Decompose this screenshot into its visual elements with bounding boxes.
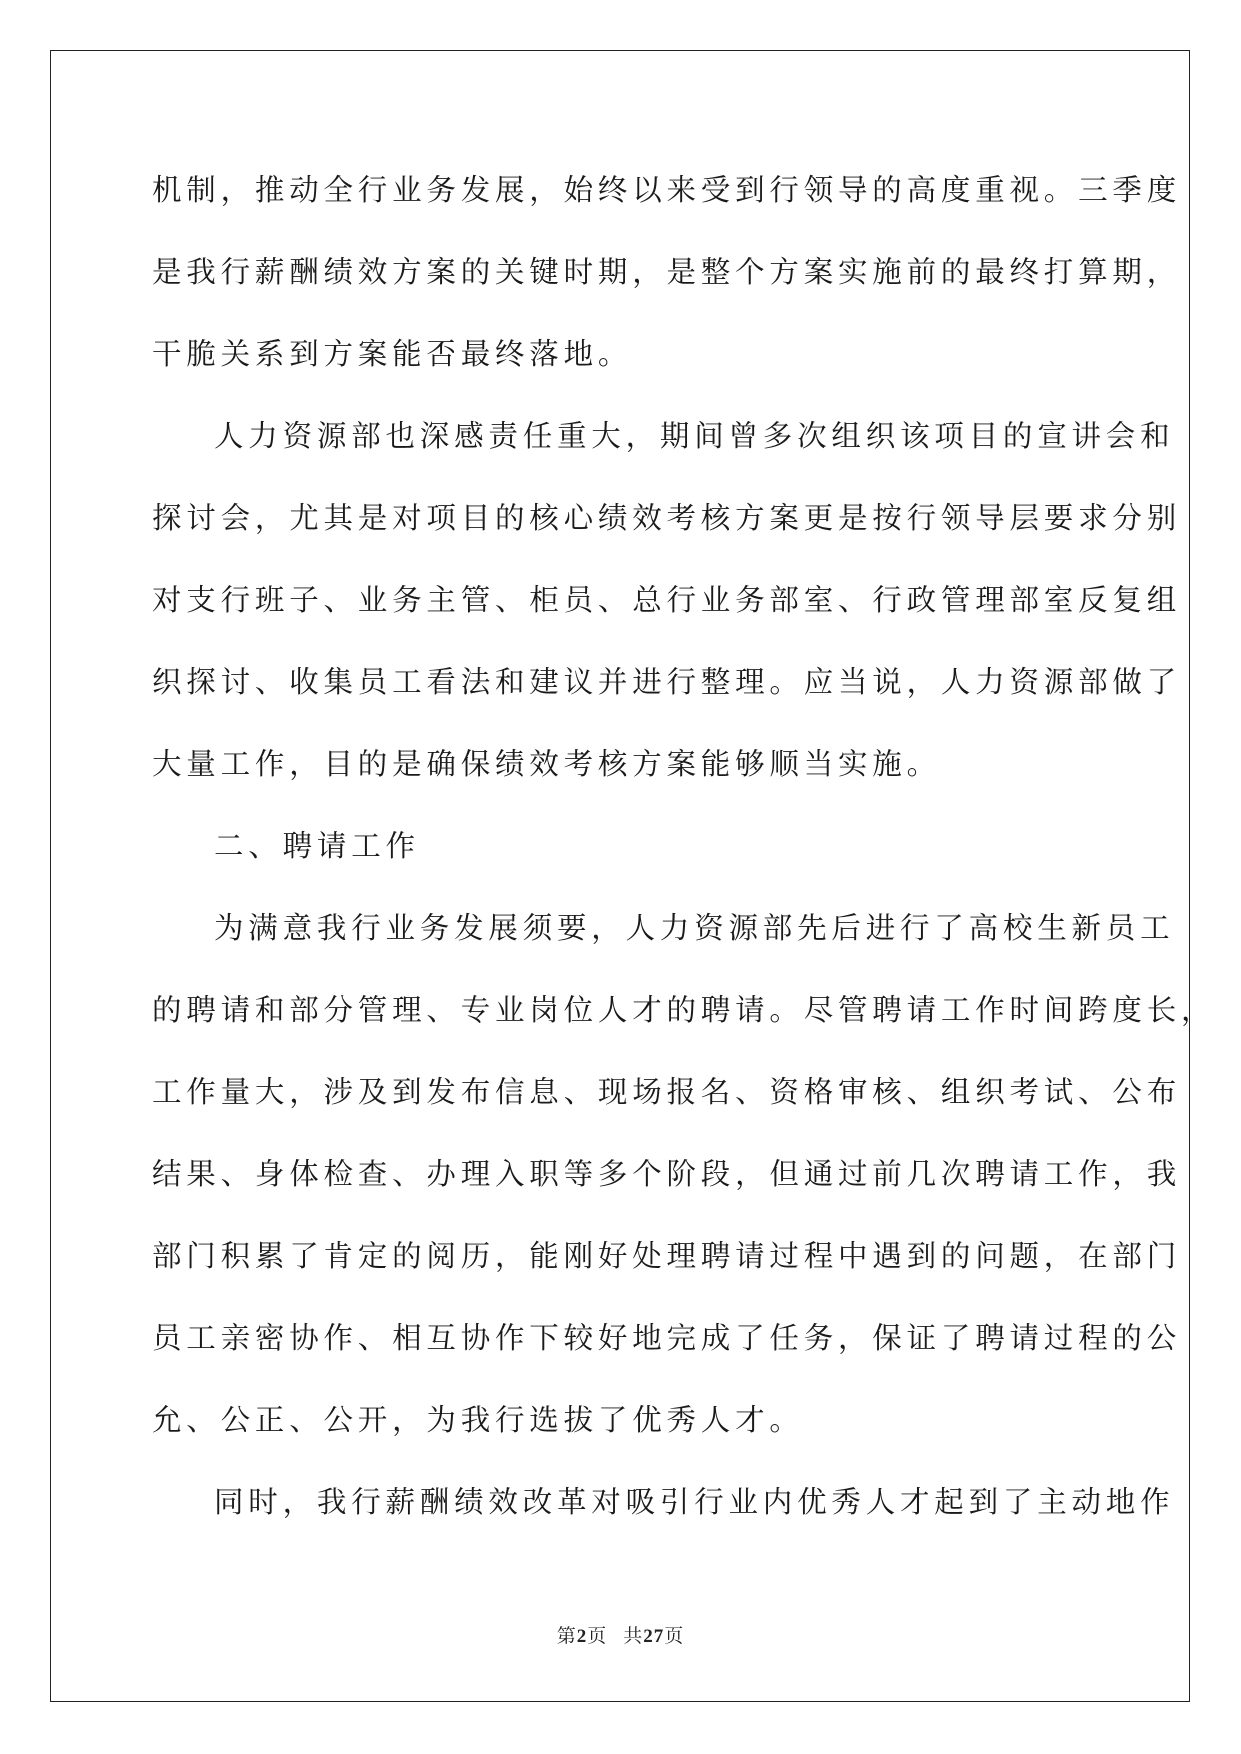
- text-line: 对支行班子、业务主管、柜员、总行业务部室、行政管理部室反复组: [152, 583, 1182, 617]
- text-line: 探讨会，尤其是对项目的核心绩效考核方案更是按行领导层要求分别: [152, 501, 1182, 535]
- text-line: 允、公正、公开，为我行选拔了优秀人才。: [152, 1403, 804, 1437]
- footer-prefix: 第: [556, 1626, 577, 1647]
- paragraph-start-line: 同时，我行薪酬绩效改革对吸引行业内优秀人才起到了主动地作: [214, 1485, 1175, 1519]
- current-page-number: 2: [576, 1626, 588, 1647]
- text-line: 的聘请和部分管理、专业岗位人才的聘请。尽管聘请工作时间跨度长，: [152, 993, 1216, 1027]
- paragraph-start-line: 为满意我行业务发展须要，人力资源部先后进行了高校生新员工: [214, 911, 1175, 945]
- total-page-count: 27: [643, 1626, 665, 1647]
- document-body: [152, 165, 1216, 1559]
- text-line: 大量工作，目的是确保绩效考核方案能够顺当实施。: [152, 747, 941, 781]
- page-footer: [0, 1621, 1241, 1648]
- footer-page-suffix: 页: [587, 1626, 608, 1647]
- text-line: 结果、身体检查、办理入职等多个阶段，但通过前几次聘请工作，我: [152, 1157, 1182, 1191]
- text-line: 织探讨、收集员工看法和建议并进行整理。应当说，人力资源部做了: [152, 665, 1182, 699]
- paragraph-start-line: 人力资源部也深感责任重大，期间曾多次组织该项目的宣讲会和: [214, 419, 1175, 453]
- footer-total-prefix: 共: [623, 1626, 644, 1647]
- footer-total-suffix: 页: [664, 1626, 685, 1647]
- text-line: 员工亲密协作、相互协作下较好地完成了任务，保证了聘请过程的公: [152, 1321, 1182, 1355]
- section-heading: 二、聘请工作: [214, 829, 420, 863]
- text-line: 机制，推动全行业务发展，始终以来受到行领导的高度重视。三季度: [152, 173, 1182, 207]
- text-line: 部门积累了肯定的阅历，能刚好处理聘请过程中遇到的问题，在部门: [152, 1239, 1182, 1273]
- text-line: 干脆关系到方案能否最终落地。: [152, 337, 633, 371]
- text-line: 是我行薪酬绩效方案的关键时期，是整个方案实施前的最终打算期，: [152, 255, 1182, 289]
- text-line: 工作量大，涉及到发布信息、现场报名、资格审核、组织考试、公布: [152, 1075, 1182, 1109]
